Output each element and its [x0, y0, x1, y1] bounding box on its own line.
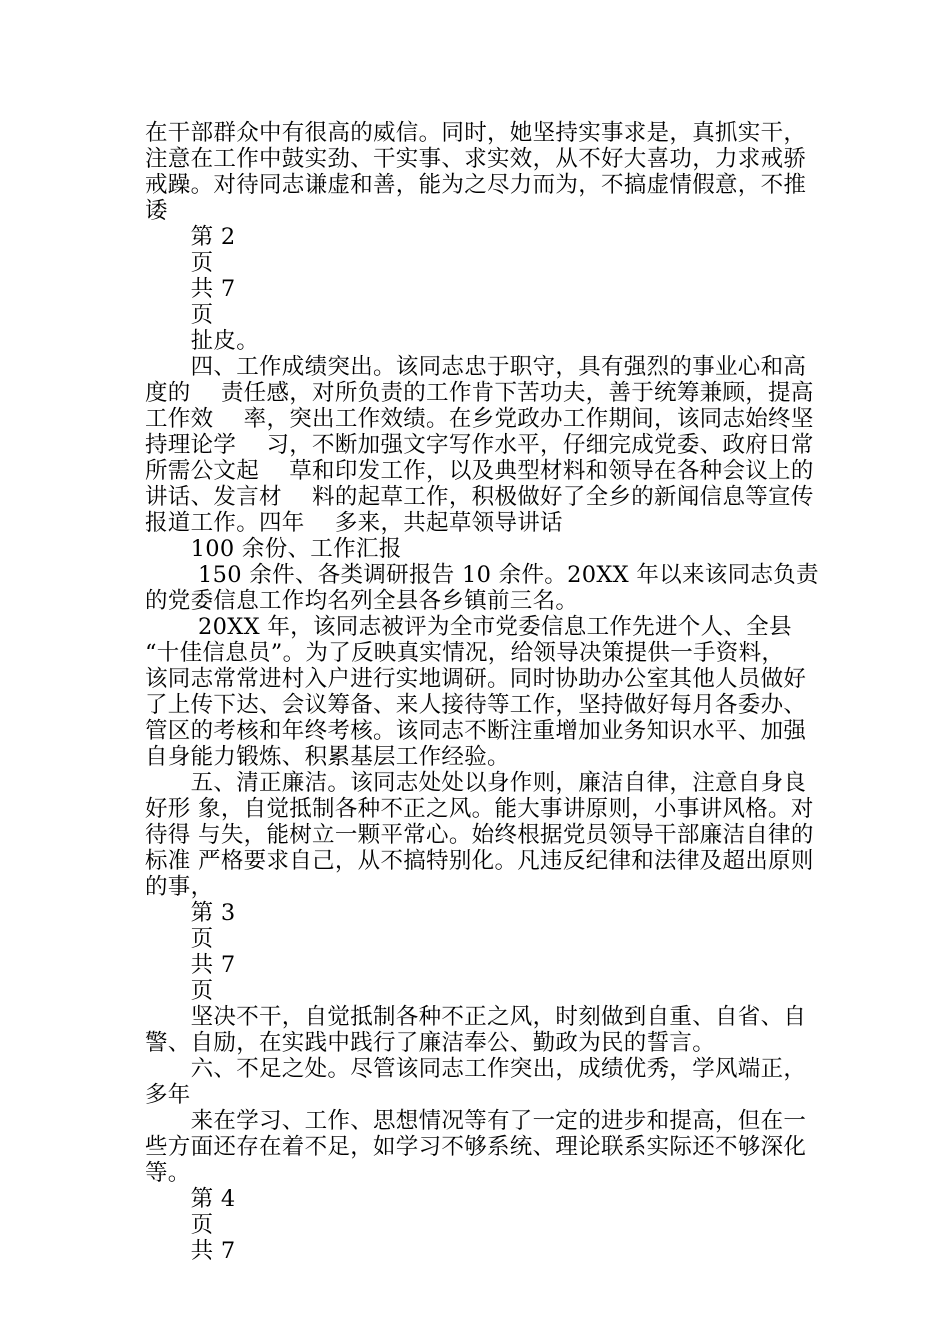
page-marker: 第 2 [145, 224, 236, 250]
text-line: 多年 [145, 1082, 191, 1108]
page-marker: 第 4 [145, 1186, 236, 1212]
page-marker: 共 7 [145, 1238, 236, 1264]
text-line: 了上传下达、会议筹备、来人接待等工作，坚持做好每月各委办、 [145, 692, 807, 718]
text-line: 管区的考核和年终考核。该同志不断注重增加业务知识水平、加强 [145, 718, 807, 744]
text-line: 些方面还存在着不足，如学习不够系统、理论联系实际还不够深化 [145, 1134, 807, 1160]
text-line: 所需公文起 草和印发工作，以及典型材料和领导在各种会议上的 [145, 458, 814, 484]
text-line: 好形 象，自觉抵制各种不正之风。能大事讲原则，小事讲风格。对 [145, 796, 814, 822]
text-line: 持理论学 习，不断加强文字写作水平，仔细完成党委、政府日常 [145, 432, 814, 458]
text-line: 警、自励，在实践中践行了廉洁奉公、勤政为民的誓言。 [145, 1030, 716, 1056]
text-line: 扯皮。 [145, 328, 260, 354]
page-marker: 页 [145, 302, 214, 328]
text-line: 诿 [145, 198, 168, 224]
page-marker: 共 7 [145, 952, 236, 978]
text-line: 100 余份、工作汇报 [145, 536, 402, 562]
page-marker: 页 [145, 926, 214, 952]
page-marker: 共 7 [145, 276, 236, 302]
text-line: 戒躁。对待同志谦虚和善，能为之尽力而为，不搞虚情假意，不推 [145, 172, 807, 198]
page-marker: 页 [145, 250, 214, 276]
text-line: 自身能力锻炼、积累基层工作经验。 [145, 744, 510, 770]
text-line: 五、清正廉洁。该同志处处以身作则，廉洁自律，注意自身良 [145, 770, 807, 796]
text-line: 注意在工作中鼓实劲、干实事、求实效，从不好大喜功，力求戒骄 [145, 146, 807, 172]
page-marker: 页 [145, 978, 214, 1004]
text-line: 等。 [145, 1160, 191, 1186]
text-line: 六、不足之处。尽管该同志工作突出，成绩优秀，学风端正， [145, 1056, 807, 1082]
text-line: 坚决不干，自觉抵制各种不正之风，时刻做到自重、自省、自 [145, 1004, 807, 1030]
text-line: 报道工作。四年 多来，共起草领导讲话 [145, 510, 563, 536]
text-line: 讲话、发言材 料的起草工作，积极做好了全乡的新闻信息等宣传 [145, 484, 814, 510]
text-line: 的党委信息工作均名列全县各乡镇前三名。 [145, 588, 579, 614]
text-line: 该同志常常进村入户进行实地调研。同时协助办公室其他人员做好 [145, 666, 807, 692]
text-line: 工作效 率，突出工作效绩。在乡党政办工作期间，该同志始终坚 [145, 406, 814, 432]
page-marker: 页 [145, 1212, 214, 1238]
text-line: 待得 与失，能树立一颗平常心。始终根据党员领导干部廉洁自律的 [145, 822, 814, 848]
text-line: 在干部群众中有很高的威信。同时，她坚持实事求是，真抓实干， [145, 120, 807, 146]
text-line: 四、工作成绩突出。该同志忠于职守，具有强烈的事业心和高 [145, 354, 807, 380]
text-line: 的事， [145, 874, 214, 900]
text-line: 标准 严格要求自己，从不搞特别化。凡违反纪律和法律及超出原则 [145, 848, 814, 874]
text-line: 20XX 年，该同志被评为全市党委信息工作先进个人、全县 [145, 614, 792, 640]
text-line: 度的 责任感，对所负责的工作肯下苦功夫，善于统筹兼顾，提高 [145, 380, 814, 406]
text-line: “十佳信息员”。为了反映真实情况，给领导决策提供一手资料， [145, 640, 785, 666]
text-line: 来在学习、工作、思想情况等有了一定的进步和提高，但在一 [145, 1108, 807, 1134]
text-line: 150 余件、各类调研报告 10 余件。20XX 年以来该同志负责 [145, 562, 819, 588]
page-marker: 第 3 [145, 900, 236, 926]
